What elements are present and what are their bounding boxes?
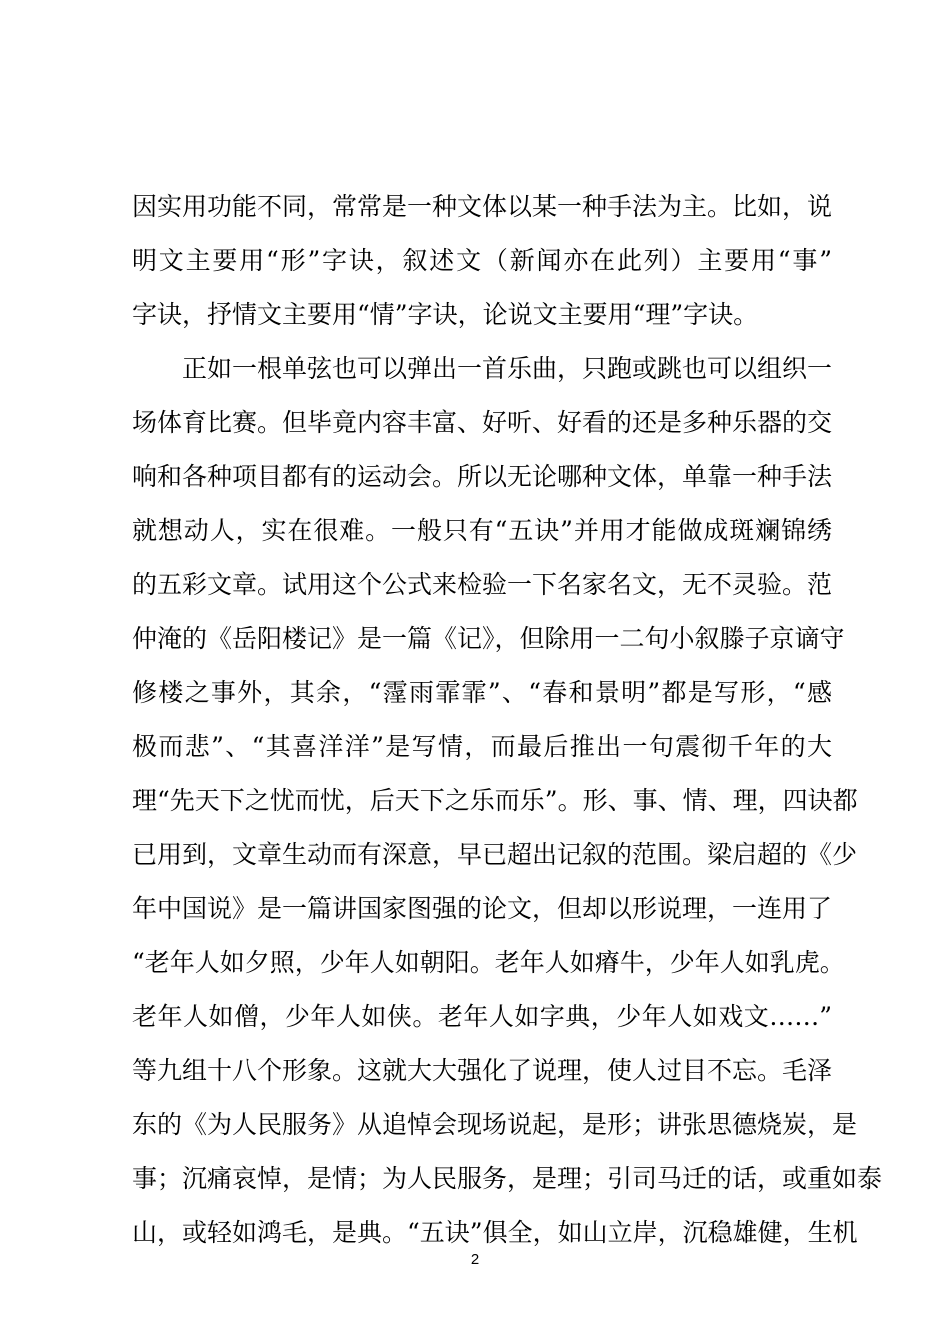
text-line: 东的《为人民服务》从追悼会现场说起，是形；讲张思德烧炭，是 (132, 1110, 858, 1139)
text-line: 正如一根单弦也可以弹出一首乐曲，只跑或跳也可以组织一 (132, 354, 833, 383)
text-line: 就想动人，实在很难。一般只有“五诀”并用才能做成斑斓锦绣 (132, 516, 832, 545)
text-line: 字诀，抒情文主要用“情”字诀，论说文主要用“理”字诀。 (132, 300, 759, 329)
text-line: 山，或轻如鸿毛，是典。“五诀”俱全，如山立岸，沉稳雄健，生机 (132, 1218, 858, 1247)
text-line: “老年人如夕照，少年人如朝阳。老年人如瘠牛，少年人如乳虎。 (132, 948, 845, 977)
text-line: 等九组十八个形象。这就大大强化了说理，使人过目不忘。毛泽 (132, 1056, 833, 1085)
text-line: 仲淹的《岳阳楼记》是一篇《记》，但除用一二句小叙滕子京谪守 (132, 624, 845, 653)
text-line: 修楼之事外，其余，“霪雨霏霏”、“春和景明”都是写形，“感 (132, 678, 832, 707)
text-line: 事；沉痛哀悼，是情；为人民服务，是理；引司马迁的话，或重如泰 (132, 1164, 883, 1193)
text-line: 场体育比赛。但毕竟内容丰富、好听、好看的还是多种乐器的交 (132, 408, 833, 437)
text-line: 已用到，文章生动而有深意，早已超出记叙的范围。梁启超的《少 (132, 840, 858, 869)
text-line: 因实用功能不同，常常是一种文体以某一种手法为主。比如，说 (132, 192, 833, 221)
body-text (132, 180, 883, 1260)
text-line: 极而悲”、“其喜洋洋”是写情，而最后推出一句震彻千年的大 (132, 732, 832, 761)
page-number: 2 (470, 1251, 480, 1268)
text-line: 的五彩文章。试用这个公式来检验一下名家名文，无不灵验。范 (132, 570, 833, 599)
text-line: 老年人如僧，少年人如侠。老年人如字典，少年人如戏文……” (132, 1002, 832, 1031)
text-line: 年中国说》是一篇讲国家图强的论文，但却以形说理，一连用了 (132, 894, 833, 923)
text-line: 响和各种项目都有的运动会。所以无论哪种文体，单靠一种手法 (132, 462, 833, 491)
text-line: 理“先天下之忧而忧，后天下之乐而乐”。形、事、情、理，四诀都 (132, 786, 858, 815)
text-line: 明文主要用“形”字诀，叙述文（新闻亦在此列）主要用“事” (132, 246, 832, 275)
